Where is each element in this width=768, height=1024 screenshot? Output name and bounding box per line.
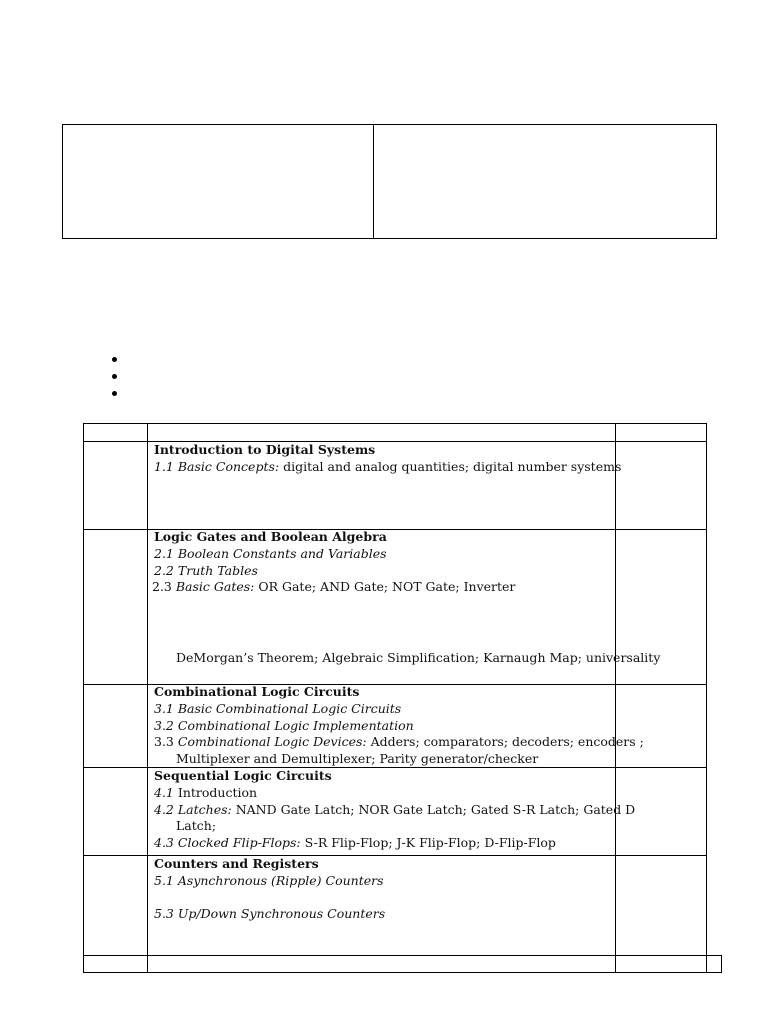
unit-3-content: [154, 684, 644, 768]
topic-text: S-R Flip-Flop; J-K Flip-Flop; D-Flip-Flop: [300, 835, 556, 851]
topic-number: 3.1: [154, 700, 174, 716]
table-border-bottom: [83, 972, 722, 973]
topic-text: digital and analog quantities; digital number systems: [279, 458, 622, 474]
table-footer-extra-border: [721, 955, 722, 973]
topic-text: NAND Gate Latch; NOR Gate Latch; Gated S-R Latch; Gated D: [231, 801, 636, 817]
unit-1-content: [154, 442, 622, 476]
table-row-divider: [83, 955, 722, 956]
topic-line: [154, 835, 614, 852]
topic-heading: Truth Tables: [177, 562, 258, 578]
unit-title: Introduction to Digital Systems: [154, 442, 376, 457]
table-border-left: [83, 423, 84, 973]
unit-5-content: [154, 856, 614, 923]
topic-heading: Combinational Logic Devices:: [177, 734, 367, 750]
topic-text: OR Gate; AND Gate; NOT Gate; Inverter: [254, 579, 516, 595]
topic-heading: Basic Gates:: [175, 579, 255, 595]
topic-number: 3.3: [154, 734, 174, 750]
topic-number: 5.1: [154, 872, 174, 888]
topic-heading: Basic Concepts:: [177, 458, 280, 474]
topic-line: [152, 579, 614, 596]
topic-heading: Latches:: [177, 801, 232, 817]
topic-number: 1.1: [154, 458, 174, 474]
topic-line: [154, 873, 614, 890]
topic-number: 3.2: [154, 717, 174, 733]
unit-title: Counters and Registers: [154, 856, 319, 871]
topic-line: [154, 801, 636, 819]
topic-number: 4.3: [154, 835, 174, 851]
topic-line: [154, 906, 614, 923]
unit-title: Sequential Logic Circuits: [154, 768, 332, 783]
topic-continuation: Latch;: [176, 818, 217, 834]
table-col-divider: [147, 423, 148, 973]
topic-heading: Asynchronous (Ripple) Counters: [177, 872, 384, 888]
topic-heading: Boolean Constants and Variables: [177, 545, 387, 561]
topic-line: [154, 563, 614, 580]
topic-heading: Basic Combinational Logic Circuits: [177, 700, 402, 716]
topic-line: [154, 458, 622, 476]
table-border-right: [706, 423, 707, 973]
table-col-divider: [615, 423, 616, 973]
topic-heading: Clocked Flip-Flops:: [177, 835, 301, 851]
topic-line: [154, 785, 614, 802]
unit-title: Combinational Logic Circuits: [154, 684, 360, 699]
topic-number: 4.1: [154, 784, 174, 800]
topic-text: Introduction: [177, 784, 258, 800]
topic-line: [154, 718, 614, 735]
topic-line: [154, 734, 644, 751]
topic-number: 5.3: [154, 906, 174, 922]
unit-4-content: [154, 768, 636, 852]
unit-title: Logic Gates and Boolean Algebra: [154, 529, 387, 544]
table-border-top: [83, 423, 707, 424]
topic-line: [154, 546, 614, 563]
topic-number: 2.2: [154, 562, 174, 578]
topic-text: Adders; comparators; decoders; encoders ;: [366, 734, 644, 750]
header-table: [62, 124, 717, 239]
topic-number: 2.1: [154, 545, 174, 561]
topic-continuation: Multiplexer and Demultiplexer; Parity generator/checker: [176, 751, 539, 767]
topic-line: [154, 701, 614, 718]
topic-number: 2.3: [152, 579, 172, 595]
topic-heading: Combinational Logic Implementation: [177, 717, 414, 733]
header-table-divider: [373, 125, 374, 238]
unit-2-content: [152, 529, 661, 667]
topic-heading: Up/Down Synchronous Counters: [177, 906, 386, 922]
topic-number: 4.2: [154, 801, 174, 817]
topic-extra-line: DeMorgan’s Theorem; Algebraic Simplification; Karnaugh Map; universality: [176, 650, 661, 666]
